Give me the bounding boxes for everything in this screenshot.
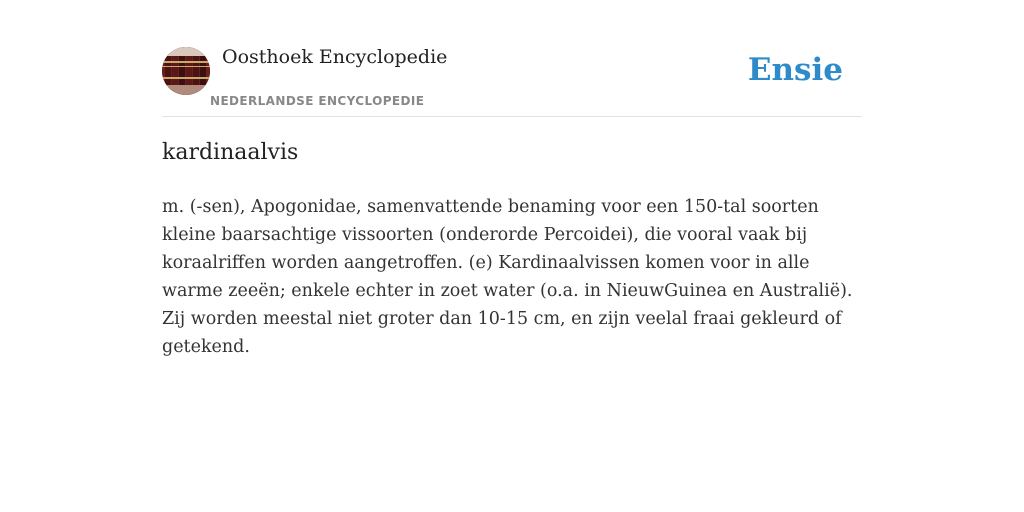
site-title[interactable]: Oosthoek Encyclopedie [222,46,448,68]
encyclopedia-books-icon[interactable] [162,47,210,95]
brand-logo[interactable]: Ensie [747,52,843,88]
site-subtitle: NEDERLANDSE ENCYCLOPEDIE [210,94,425,108]
header [162,46,862,117]
entry-body: m. (-sen), Apogonidae, samenvattende benaming voor een 150-tal soorten kleine baarsachtige vissoorten (onderorde Percoidei), die vooral vaak bij koraalriffen worden aangetroffen. (e) Kardinaalvissen komen voor in alle warme zeeën; enkele echter in zoet water (o.a. in NieuwGuinea en Australië). Zij worden meestal niet groter dan 10-15 cm, en zijn veelal fraai gekleurd of getekend. [162,197,853,357]
entry-title: kardinaalvis [162,140,299,165]
